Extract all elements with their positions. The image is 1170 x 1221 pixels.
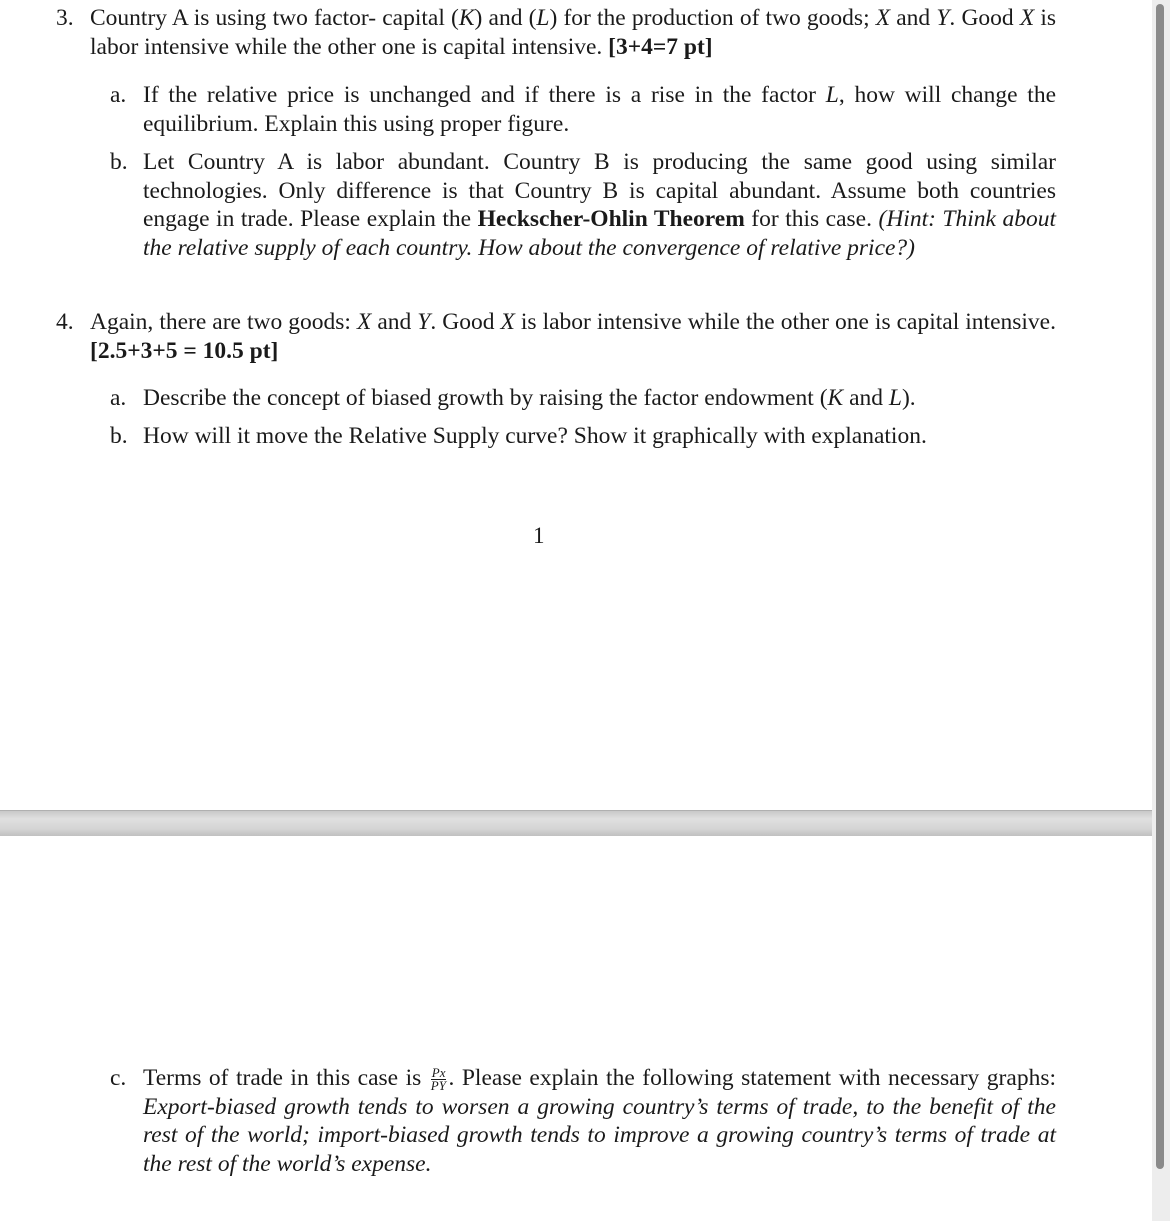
fraction-denominator: PY bbox=[430, 1078, 446, 1094]
question-text: Country A is using two factor- capital (K) and (L) for the production of two goods; X and Y. Good X is labor intensive while the other one is capital intensive. [3+4=7 pt] bbox=[90, 5, 1056, 60]
subquestion-letter: a. bbox=[110, 385, 127, 411]
page-separator bbox=[0, 810, 1152, 838]
subquestion-text: Terms of trade in this case is $\frac{Px}{PY}$ . Please explain the following statement with necessary graphs: Export-biased growth tends to worsen a growing country’s terms of trade, to the benefit of the rest of the world; import-biased growth tends to improve a growing country’s terms of trade at the rest of the world’s expense. bbox=[143, 1065, 1056, 1177]
terms-of-trade-fraction bbox=[431, 1067, 447, 1092]
subquestion-text: If the relative price is unchanged and if there is a rise in the factor L, how will change the equilibrium. Explain this using proper figure. bbox=[143, 82, 1057, 137]
question-number: 4. bbox=[56, 309, 74, 335]
vertical-scrollbar[interactable] bbox=[1152, 0, 1170, 1221]
subquestion-text: Describe the concept of biased growth by raising the factor endowment (K and L). bbox=[143, 385, 916, 411]
question-4a bbox=[110, 384, 1056, 413]
subquestion-text: Let Country A is labor abundant. Country B is producing the same good using similar technologies. Only difference is that Country B is capital abundant. Assume both countries engage in trade. Please explain the Heckscher-Ohlin Theorem for this case. (Hint: Think about the relative supply of each country. How about the convergence of relative price?) bbox=[143, 149, 1057, 261]
quoted-statement: Export-biased growth tends to worsen a growing country’s terms of trade, to the benefit of the rest of the world; import-biased growth tends to improve a growing country’s terms of trade at the rest of the world’s expense. bbox=[143, 1093, 1056, 1177]
question-number: 3. bbox=[56, 5, 74, 31]
subquestion-text: How will it move the Relative Supply curve? Show it graphically with explanation. bbox=[143, 423, 927, 449]
question-4b bbox=[110, 422, 1056, 451]
question-4c bbox=[110, 1064, 1056, 1178]
theorem-name: Heckscher-Ohlin Theorem bbox=[477, 206, 745, 232]
hint-text: (Hint: Think about the relative supply of each country. How about the convergence of relative price?) bbox=[143, 206, 1057, 261]
subquestion-letter: c. bbox=[110, 1065, 127, 1091]
subquestion-letter: b. bbox=[110, 423, 128, 449]
subquestion-letter: a. bbox=[110, 82, 127, 108]
page-number: 1 bbox=[533, 523, 545, 548]
question-3 bbox=[56, 4, 1056, 61]
question-3b bbox=[110, 148, 1056, 262]
points-label: [3+4=7 pt] bbox=[608, 33, 713, 60]
points-label: [2.5+3+5 = 10.5 pt] bbox=[90, 337, 279, 364]
subquestion-letter: b. bbox=[110, 149, 128, 175]
fraction-numerator: Px bbox=[431, 1065, 446, 1081]
question-3a bbox=[110, 81, 1056, 138]
question-4 bbox=[56, 308, 1056, 365]
scrollbar-thumb[interactable] bbox=[1156, 4, 1164, 1169]
question-text: Again, there are two goods: X and Y. Good X is labor intensive while the other one is capital intensive. [2.5+3+5 = 10.5 pt] bbox=[90, 309, 1056, 364]
